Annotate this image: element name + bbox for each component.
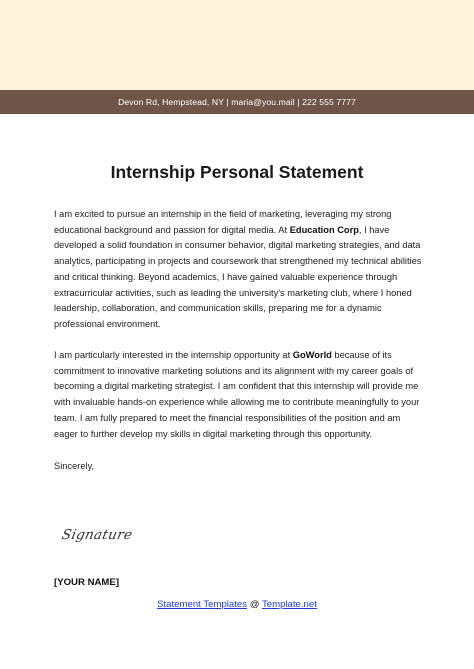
statement-templates-link[interactable]: Statement Templates — [157, 599, 248, 610]
paragraph-2 — [54, 348, 424, 442]
paragraph-1-text-end: , I have developed a solid foundation in consumer behavior, digital marketing strategies, and data analytics, participating in projects and coursework that strengthened my technical abilities and critical thinking. Beyond academics, I have gained valuable experience through extracurricular activities, such as leading the university's marketing club, where I honed leadership, collaboration, and communication skills, preparing me for a dynamic professional environment. — [54, 224, 422, 329]
name-placeholder: [YOUR NAME] — [54, 577, 120, 588]
document-title: Internship Personal Statement — [110, 162, 364, 182]
company-name: Education Corp — [289, 224, 359, 235]
paragraph-1-text-start: I am excited to pursue an internship in the field of marketing, leveraging my strong educational background and passion for digital media. At — [54, 209, 392, 235]
paragraph-1 — [54, 207, 424, 333]
closing: Sincerely, — [54, 461, 95, 471]
target-company-name: GoWorld — [292, 350, 332, 360]
contact-info: Devon Rd, Hempstead, NY | maria@you.mail | 222 555 7777 — [118, 97, 356, 107]
footer — [0, 599, 474, 610]
paragraph-2-text-end: because of its commitment to innovative marketing solutions and its alignment with my career goals of becoming a digital marketing strategist. I am confident that this internship will provide me with invaluable hands-on experience while allowing me to contribute meaningfully to your team. I am fully prepared to meet the financial responsibilities of the position and am eager to further develop my skills in digital marketing through this opportunity. — [54, 350, 420, 439]
footer-separator: @ — [249, 599, 260, 610]
contact-bar — [0, 90, 474, 114]
template-net-link[interactable]: Template.net — [261, 599, 317, 610]
header-background — [0, 0, 474, 90]
signature: Signature — [60, 527, 134, 543]
paragraph-2-text-start: I am particularly interested in the internship opportunity at — [54, 350, 293, 360]
